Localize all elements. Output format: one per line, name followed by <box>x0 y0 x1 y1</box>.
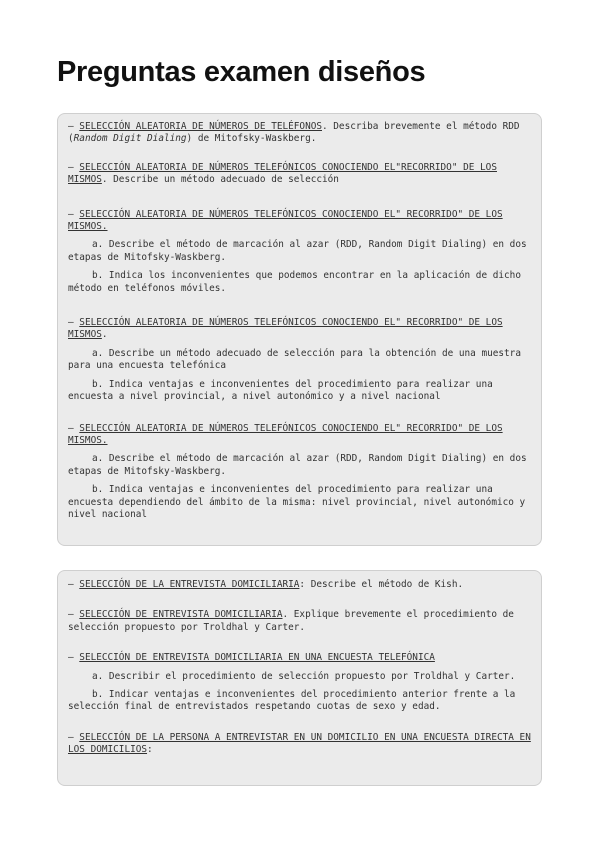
question-text <box>68 209 531 234</box>
question-item <box>68 652 531 714</box>
question-text <box>68 162 531 187</box>
question-item <box>68 609 531 634</box>
question-item <box>68 209 531 295</box>
question-text <box>68 121 531 146</box>
question-item <box>68 732 531 757</box>
sub-question-b: b. Indicar ventajas e inconvenientes del procedimiento anterior frente a la selección final de entrevistados respetando cuotas de sexo y edad. <box>68 689 516 713</box>
question-text <box>68 652 531 664</box>
italic-term: Random Digit Dialing <box>73 133 187 145</box>
question-text <box>68 423 531 448</box>
question-body: . <box>101 329 108 341</box>
question-text <box>68 579 531 591</box>
question-body: . Describe un método adecuado de selección <box>101 174 339 186</box>
dash: – <box>68 121 80 132</box>
question-text <box>68 609 531 634</box>
question-topic: SELECCIÓN DE ENTREVISTA DOMICILIARIA <box>79 609 283 621</box>
question-topic: SELECCIÓN ALEATORIA DE NÚMEROS DE TELÉFONOS <box>79 121 322 132</box>
dash: – <box>68 609 80 621</box>
question-body: : <box>147 744 153 756</box>
question-body: : Describe el método de Kish. <box>299 579 464 590</box>
sub-question-a: a. Describe el método de marcación al azar (RDD, Random Digit Dialing) en dos etapas de Mitofsky-Waskberg. <box>68 239 527 263</box>
question-topic: SELECCIÓN ALEATORIA DE NÚMEROS TELEFÓNICOS CONOCIENDO EL" RECORRIDO" DE LOS MISMOS. <box>68 422 503 446</box>
question-body: . Explique brevemente el procedimiento de selección propuesto por Troldhal y Carter. <box>68 609 514 633</box>
question-body: ) de Mitofsky-Waskberg. <box>186 133 317 145</box>
dash: – <box>68 208 80 220</box>
question-text <box>68 732 531 757</box>
questions-box-household <box>57 570 542 786</box>
question-item <box>68 317 531 403</box>
question-text <box>68 317 531 342</box>
page-title: Preguntas examen diseños <box>57 56 426 88</box>
question-topic: SELECCIÓN DE LA ENTREVISTA DOMICILIARIA <box>79 579 300 590</box>
dash: – <box>68 161 80 173</box>
sub-question-b: b. Indica ventajas e inconvenientes del procedimiento para realizar una encuesta dependiendo del ámbito de la misma: nivel provincial, nivel autonómico y nivel nacional <box>68 484 526 520</box>
question-topic: SELECCIÓN ALEATORIA DE NÚMEROS TELEFÓNICOS CONOCIENDO EL"RECORRIDO" DE LOS MISMOS <box>68 161 497 186</box>
dash: – <box>68 317 80 329</box>
dash: – <box>68 422 80 434</box>
dash: – <box>68 652 80 664</box>
sub-question-b: b. Indica ventajas e inconvenientes del procedimiento para realizar una encuesta a nivel provincial, a nivel autonómico y a nivel nacional <box>68 378 493 403</box>
question-topic: SELECCIÓN ALEATORIA DE NÚMEROS TELEFÓNICOS CONOCIENDO EL" RECORRIDO" DE LOS MISMOS <box>68 317 503 341</box>
question-topic: SELECCIÓN DE LA PERSONA A ENTREVISTAR EN UN DOMICILIO EN UNA ENCUESTA DIRECTA EN LOS DOMICILIOS <box>68 731 531 756</box>
question-topic: SELECCIÓN DE ENTREVISTA DOMICILIARIA EN UNA ENCUESTA TELEFÓNICA <box>79 652 435 664</box>
question-topic: SELECCIÓN ALEATORIA DE NÚMEROS TELEFÓNICOS CONOCIENDO EL" RECORRIDO" DE LOS MISMOS. <box>68 208 503 233</box>
question-item <box>68 162 531 187</box>
sub-question-a: a. Describir el procedimiento de selección propuesto por Troldhal y Carter. <box>92 670 516 682</box>
question-item <box>68 579 531 591</box>
question-item <box>68 423 531 522</box>
sub-question-a: a. Describe el método de marcación al azar (RDD, Random Digit Dialing) en dos etapas de Mitofsky-Waskberg. <box>68 453 527 477</box>
sub-question-a: a. Describe un método adecuado de selección para la obtención de una muestra para una encuesta telefónica <box>68 347 521 372</box>
questions-box-telephone <box>57 113 542 546</box>
question-item <box>68 121 531 146</box>
sub-question-b: b. Indica los inconvenientes que podemos encontrar en la aplicación de dicho método en teléfonos móviles. <box>68 270 521 294</box>
dash: – <box>68 731 80 743</box>
dash: – <box>68 579 80 590</box>
question-body: . Describa brevemente el método RDD ( <box>68 121 520 145</box>
